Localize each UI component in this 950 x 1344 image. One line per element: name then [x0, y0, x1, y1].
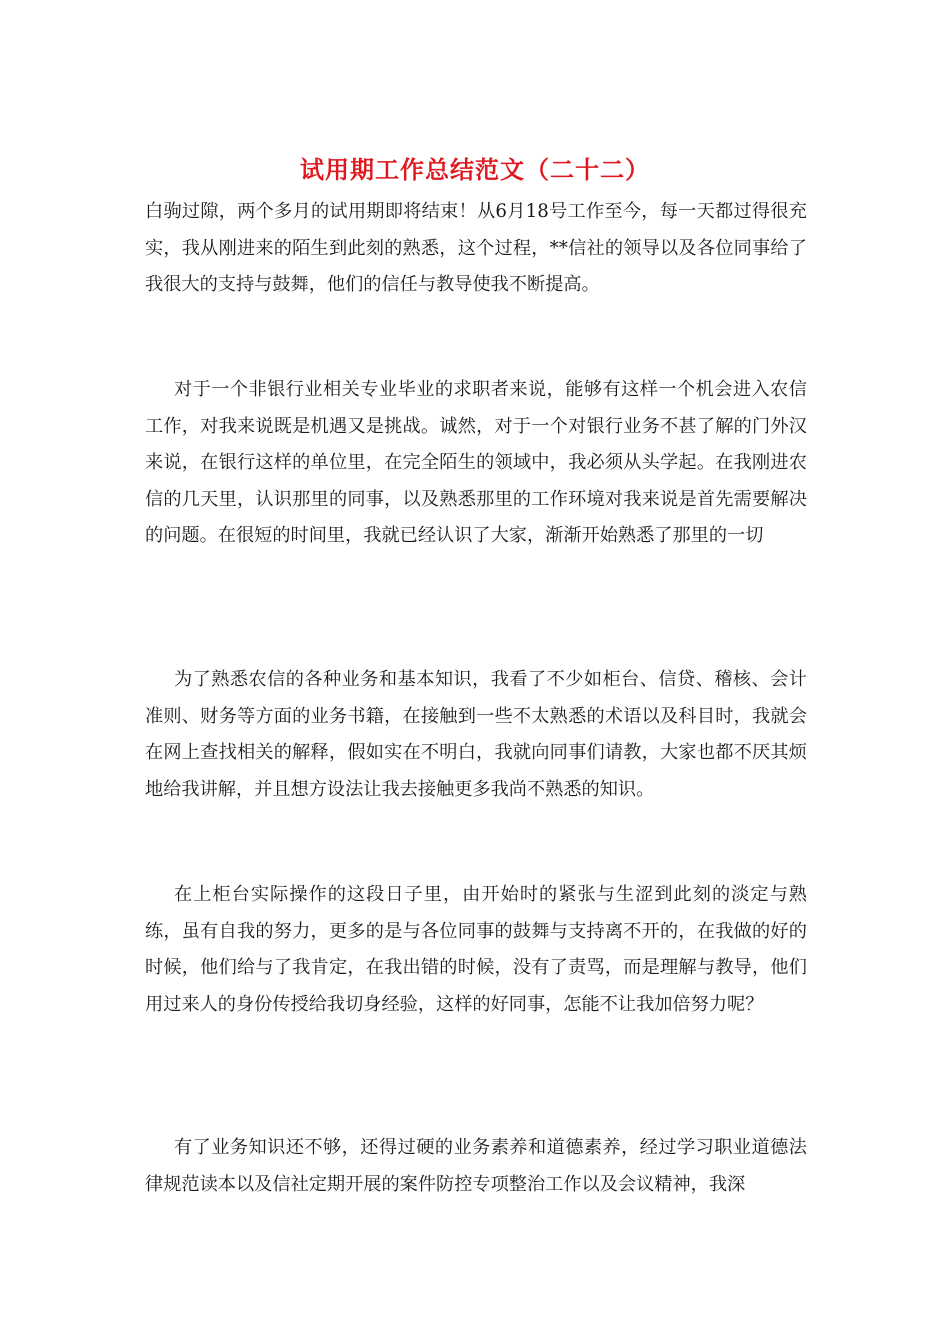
- paragraph-opportunity: 对于一个非银行业相关专业毕业的求职者来说，能够有这样一个机会进入农信工作，对我来说既是机遇又是挑战。诚然，对于一个对银行业务不甚了解的门外汉来说，在银行这样的单位里，在完全陌生的领域中，我必须从头学起。在我刚进农信的几天里，认识那里的同事，以及熟悉那里的工作环境对我来说是首先需要解决的问题。在很短的时间里，我就已经认识了大家，渐渐开始熟悉了那里的一切: [145, 379, 807, 546]
- paragraph-intro: 白驹过隙，两个多月的试用期即将结束！从6月18号工作至今，每一天都过得很充实，我从刚进来的陌生到此刻的熟悉，这个过程，**信社的领导以及各位同事给了我很大的支持与鼓舞，他们的信任与教导使我不断提高。: [145, 201, 807, 295]
- paragraph-ethics: 有了业务知识还不够，还得过硬的业务素养和道德素养，经过学习职业道德法律规范读本以及信社定期开展的案件防控专项整治工作以及会议精神，我深: [145, 1137, 807, 1195]
- paragraph-learning: 为了熟悉农信的各种业务和基本知识，我看了不少如柜台、信贷、稽核、会计准则、财务等方面的业务书籍，在接触到一些不太熟悉的术语以及科目时，我就会在网上查找相关的解释，假如实在不明白，我就向同事们请教，大家也都不厌其烦地给我讲解，并且想方设法让我去接触更多我尚不熟悉的知识。: [145, 669, 807, 800]
- document-title: 试用期工作总结范文（二十二）: [300, 155, 650, 184]
- paragraph-counter-work: 在上柜台实际操作的这段日子里，由开始时的紧张与生涩到此刻的淡定与熟练，虽有自我的努力，更多的是与各位同事的鼓舞与支持离不开的，在我做的好的时候，他们给与了我肯定，在我出错的时候，没有了责骂，而是理解与教导，他们用过来人的身份传授给我切身经验，这样的好同事，怎能不让我加倍努力呢？: [145, 884, 807, 1015]
